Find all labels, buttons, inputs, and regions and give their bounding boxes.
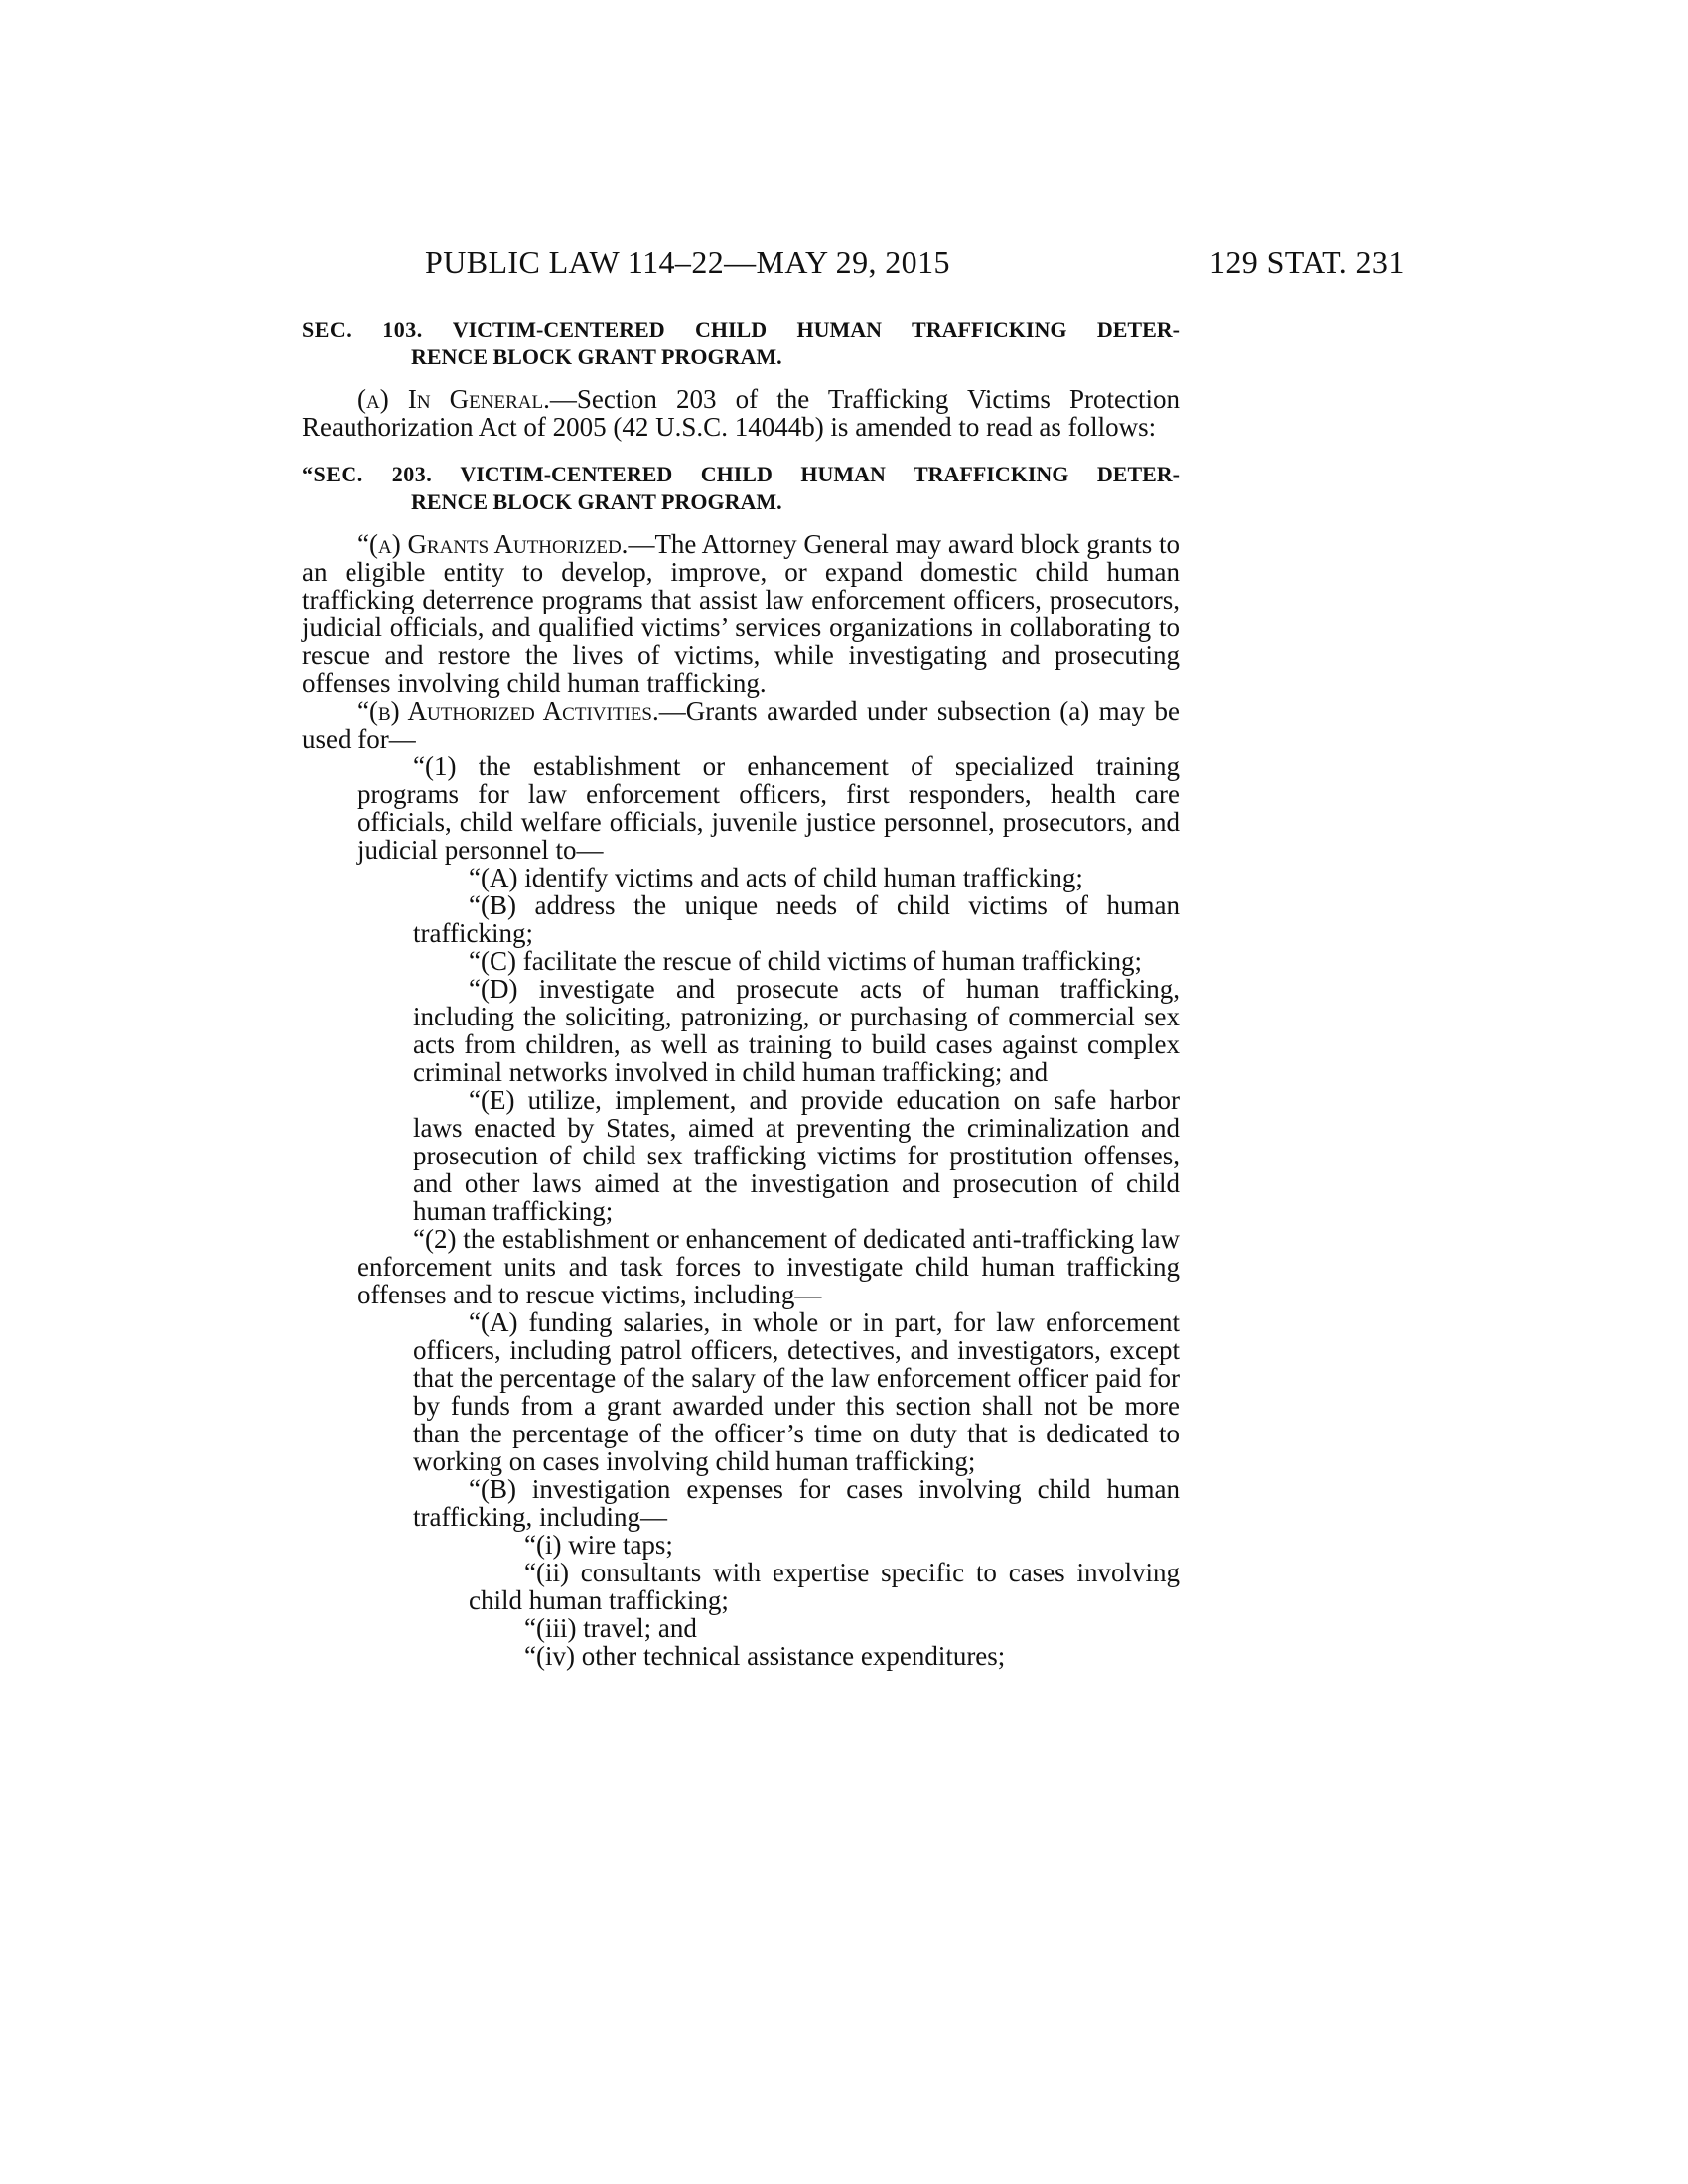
clause-1: “(1) the establishment or enhancement of specialized training programs for law enforcement officers, first responders, health care officials, child welfare officials, juvenile justice personnel, prosecutors, and judicial personnel to— — [357, 751, 1180, 865]
subsection-a-in-general — [302, 385, 1180, 441]
clause-2-A: “(A) funding salaries, in whole or in part, for law enforcement officers, including patrol officers, detectives, and investigators, except that the percentage of the salary of the law enforcement officer paid for by funds from a grant awarded under this section shall not be more than the percentage of the officer’s time on duty that is dedicated to working on cases involving child human trafficking; — [413, 1307, 1180, 1476]
section-103-title-line2: RENCE BLOCK GRANT PROGRAM. — [411, 344, 782, 369]
clause-1-D: “(D) investigate and prosecute acts of human trafficking, including the soliciting, patronizing, or purchasing of commercial sex acts from children, as well as training to build cases against complex criminal networks involved in child human trafficking; and — [413, 974, 1180, 1087]
clause-1-A: “(A) identify victims and acts of child human trafficking; — [469, 863, 1083, 892]
clause-2-B-i: “(i) wire taps; — [524, 1530, 673, 1560]
section-203-title-line2: RENCE BLOCK GRANT PROGRAM. — [411, 489, 782, 514]
subsection-a-label: (a) In General. — [357, 384, 550, 414]
section-103-label: SEC. 103. — [302, 317, 423, 341]
clause-1-B: “(B) address the unique needs of child victims of human trafficking; — [413, 890, 1180, 948]
clause-1-E: “(E) utilize, implement, and provide education on safe harbor laws enacted by States, aimed at preventing the criminalization and prosecution of child sex trafficking victims for prostitution offenses, and other laws aimed at the investigation and prosecution of child human trafficking; — [413, 1085, 1180, 1226]
clause-2: “(2) the establishment or enhancement of dedicated anti-trafficking law enforcement units and task forces to investigate child human trafficking offenses and to rescue victims, including— — [357, 1224, 1180, 1309]
clause-1-C: “(C) facilitate the rescue of child victims of human trafficking; — [469, 946, 1143, 976]
subsection-a-text: —Section 203 of the Trafficking Victims Protection Reauthorization Act of 2005 (42 U.S.C. 14044b) is amended to read as follows: — [302, 384, 1180, 442]
section-103-heading — [302, 316, 1180, 371]
section-103-title-line1: VICTIM-CENTERED CHILD HUMAN TRAFFICKING DETER- — [452, 317, 1180, 341]
paragraph-b-label: “(b) Authorized Activities. — [357, 696, 659, 726]
paragraph-b-text: —Grants awarded under subsection (a) may be used for— — [302, 696, 1180, 753]
clause-2-B-iv: “(iv) other technical assistance expenditures; — [524, 1641, 1006, 1671]
statute-citation: 129 STAT. 231 — [1209, 244, 1405, 280]
paragraph-a-text: —The Attorney General may award block grants to an eligible entity to develop, improve, or expand domestic child human trafficking deterrence programs that assist law enforcement officers, prosecutors, judicial officials, and qualified victims’ services organizations in collaborating to rescue and restore the lives of victims, while investigating and prosecuting offenses involving child human trafficking. — [302, 529, 1181, 698]
section-203-heading — [302, 461, 1180, 516]
running-head: PUBLIC LAW 114–22—MAY 29, 2015 — [425, 244, 950, 280]
paragraph-a-label: “(a) Grants Authorized. — [357, 529, 629, 559]
paragraph-a-grants-authorized — [302, 530, 1180, 697]
clause-2-B: “(B) investigation expenses for cases involving child human trafficking, including— — [413, 1474, 1180, 1532]
clause-2-B-ii: “(ii) consultants with expertise specific to cases involving child human trafficking; — [469, 1558, 1180, 1615]
paragraph-b-authorized-activities — [302, 697, 1180, 752]
body-text — [302, 316, 1180, 1670]
clause-2-B-iii: “(iii) travel; and — [524, 1613, 697, 1643]
section-203-title-line1: VICTIM-CENTERED CHILD HUMAN TRAFFICKING DETER- — [460, 462, 1181, 486]
section-203-label: “SEC. 203. — [302, 462, 433, 486]
